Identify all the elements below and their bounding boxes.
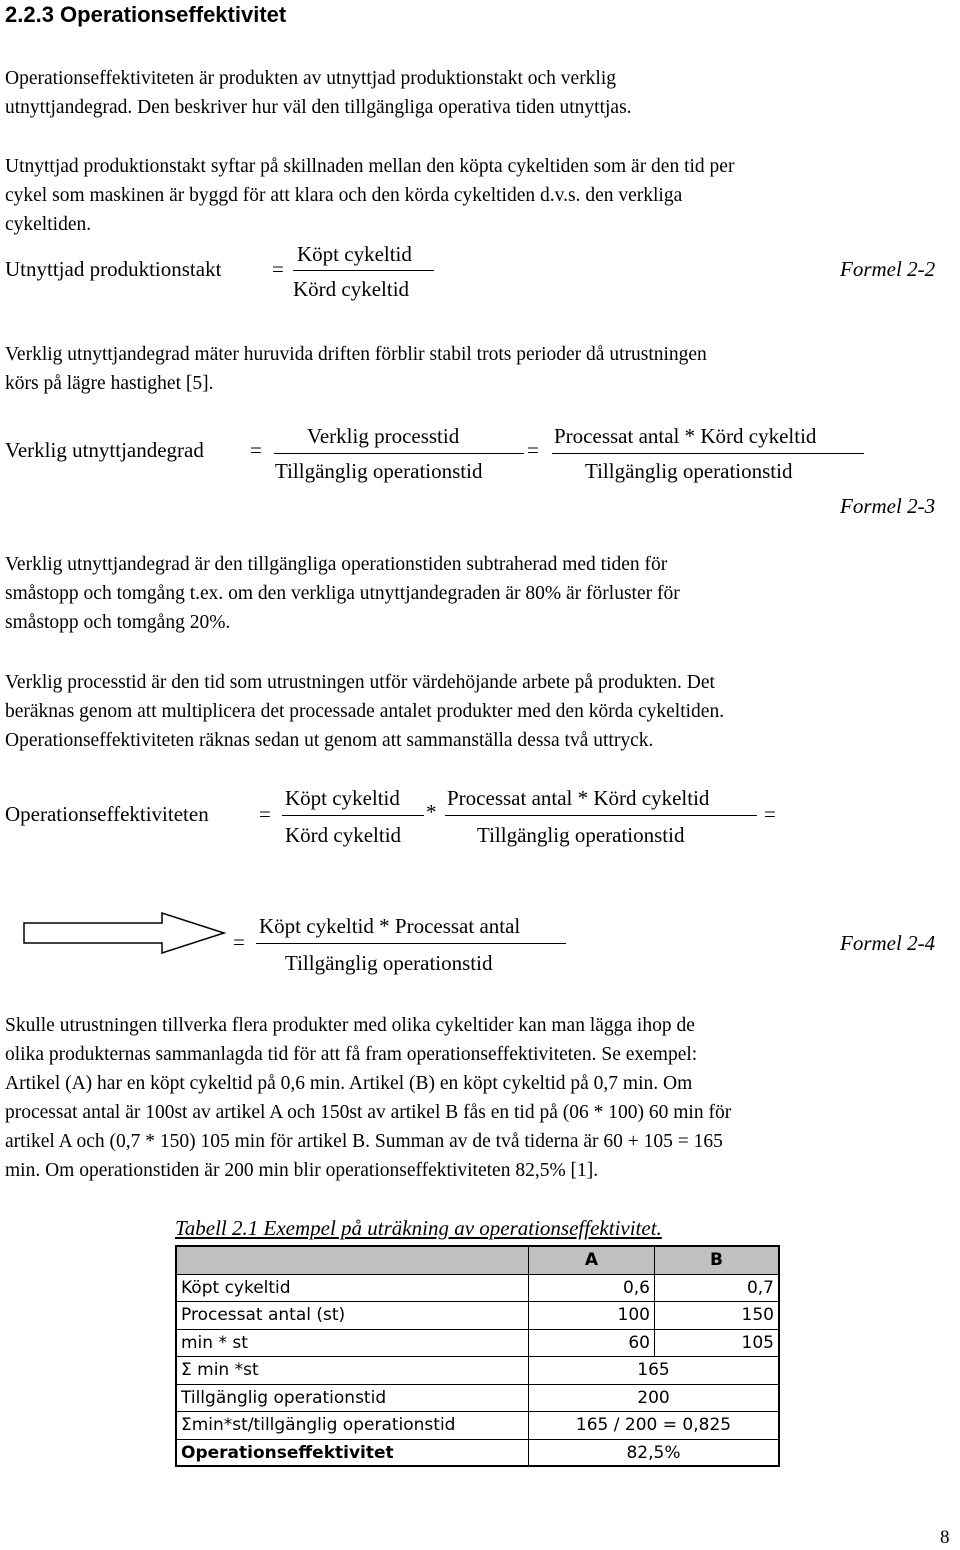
formula-denominator: Körd cykeltid xyxy=(285,823,402,847)
fraction-bar xyxy=(256,943,566,944)
right-arrow-icon xyxy=(22,911,227,955)
formula-denominator: Tillgänglig operationstid xyxy=(275,459,483,483)
text-line: utnyttjandegrad. Den beskriver hur väl den tillgängliga operativa tiden utnyttjas. xyxy=(5,97,632,118)
formula-label: Formel 2-2 xyxy=(840,257,936,281)
text-line: Operationseffektiviteten är produkten av utnyttjad produktionstakt och verklig xyxy=(5,68,617,89)
table-cell-merged: 82,5% xyxy=(626,1442,681,1463)
formula-denominator: Tillgänglig operationstid xyxy=(585,459,793,483)
text-line: körs på lägre hastighet [5]. xyxy=(5,373,214,394)
paragraph-utilization-example xyxy=(5,550,957,637)
equals-sign: = xyxy=(272,257,284,281)
page-number: 8 xyxy=(940,1527,950,1548)
formula-numerator: Processat antal * Körd cykeltid xyxy=(447,786,710,810)
table-row xyxy=(177,1330,778,1358)
text-line: Utnyttjad produktionstakt syftar på skillnaden mellan den köpta cykeltiden som är den tid per xyxy=(5,156,735,177)
equals-sign: = xyxy=(259,802,271,826)
text-line: beräknas genom att multiplicera det processade antalet produkter med den körda cykeltiden. xyxy=(5,701,725,722)
table-cell-label: Σmin*st/tillgänglig operationstid xyxy=(177,1412,529,1439)
text-line: småstopp och tomgång 20%. xyxy=(5,612,231,633)
paragraph-utilization xyxy=(5,340,957,398)
table-caption: Tabell 2.1 Exempel på uträkning av operationseffektivitet. xyxy=(175,1216,662,1240)
text-line: Verklig processtid är den tid som utrustningen utför värdehöjande arbete på produkten. Det xyxy=(5,672,715,693)
table-cell-label: Operationseffektivitet xyxy=(177,1440,529,1468)
formula-numerator: Processat antal * Körd cykeltid xyxy=(554,424,817,448)
fraction-bar xyxy=(282,815,424,816)
table-cell-label: Tillgänglig operationstid xyxy=(177,1385,529,1412)
table-cell-merged: 200 xyxy=(637,1387,670,1408)
text-line: min. Om operationstiden är 200 min blir operationseffektiviteten 82,5% [1]. xyxy=(5,1160,599,1181)
example-table xyxy=(175,1245,780,1467)
table-row xyxy=(177,1385,778,1413)
table-row xyxy=(177,1275,778,1303)
table-row xyxy=(177,1357,778,1385)
text-line: Operationseffektiviteten räknas sedan ut genom att sammanställa dessa två uttryck. xyxy=(5,730,654,751)
paragraph-process-time xyxy=(5,668,957,755)
table-cell-label: min * st xyxy=(177,1330,529,1357)
table-cell: 0,6 xyxy=(529,1275,655,1302)
text-line: artikel A och (0,7 * 150) 105 min för artikel B. Summan av de två tiderna är 60 + 105 = 165 xyxy=(5,1131,723,1152)
table-header-row xyxy=(177,1247,778,1275)
formula-lhs: Utnyttjad produktionstakt xyxy=(5,257,222,281)
fraction-bar xyxy=(445,815,757,816)
fraction-bar xyxy=(552,453,864,454)
table-cell-label: Köpt cykeltid xyxy=(177,1275,529,1302)
text-line: olika produkternas sammanlagda tid för att få fram operationseffektiviteten. Se exempel: xyxy=(5,1044,698,1065)
fraction-bar xyxy=(293,270,434,271)
table-cell-label: Σ min *st xyxy=(177,1357,529,1384)
formula-denominator: Körd cykeltid xyxy=(293,277,410,301)
table-row xyxy=(177,1412,778,1440)
table-cell: 105 xyxy=(741,1332,774,1353)
table-header-cell xyxy=(177,1247,529,1274)
equals-sign: = xyxy=(233,930,245,954)
table-row xyxy=(177,1302,778,1330)
paragraph-production-rate xyxy=(5,152,957,239)
text-line: cykel som maskinen är byggd för att klara och den körda cykeltiden d.v.s. den verkliga xyxy=(5,185,683,206)
table-cell-merged: 165 / 200 = 0,825 xyxy=(575,1415,732,1435)
table-cell: 0,7 xyxy=(746,1277,774,1298)
text-line: Verklig utnyttjandegrad är den tillgängliga operationstiden subtraherad med tiden för xyxy=(5,554,668,575)
text-line: Verklig utnyttjandegrad mäter huruvida driften förblir stabil trots perioder då utrustningen xyxy=(5,344,707,365)
paragraph-example xyxy=(5,1011,957,1185)
equals-sign: = xyxy=(250,438,262,462)
formula-denominator: Tillgänglig operationstid xyxy=(285,951,493,975)
table-cell: 60 xyxy=(529,1330,655,1357)
formula-numerator: Köpt cykeltid xyxy=(297,242,412,266)
table-header-cell: B xyxy=(710,1250,723,1270)
multiply-sign: * xyxy=(426,800,437,824)
formula-denominator: Tillgänglig operationstid xyxy=(477,823,685,847)
table-cell: 100 xyxy=(529,1302,655,1329)
table-header-cell: A xyxy=(529,1247,655,1274)
text-line: småstopp och tomgång t.ex. om den verkliga utnyttjandegraden är 80% är förluster för xyxy=(5,583,680,604)
text-line: Artikel (A) har en köpt cykeltid på 0,6 min. Artikel (B) en köpt cykeltid på 0,7 min. Om xyxy=(5,1073,693,1094)
formula-numerator: Köpt cykeltid * Processat antal xyxy=(259,914,521,938)
table-cell-merged: 165 xyxy=(637,1360,670,1380)
equals-sign: = xyxy=(764,802,776,826)
table-row-result xyxy=(177,1440,778,1468)
formula-label: Formel 2-3 xyxy=(840,494,936,518)
section-heading: 2.2.3 Operationseffektivitet xyxy=(5,2,287,27)
formula-lhs: Verklig utnyttjandegrad xyxy=(5,438,204,462)
fraction-bar xyxy=(274,453,524,454)
text-line: processat antal är 100st av artikel A och 150st av artikel B fås en tid på (06 * 100) 60 min för xyxy=(5,1102,732,1123)
table-cell-label: Processat antal (st) xyxy=(177,1302,529,1329)
table-cell: 150 xyxy=(741,1305,774,1325)
formula-numerator: Köpt cykeltid xyxy=(285,786,400,810)
formula-numerator: Verklig processtid xyxy=(307,424,460,448)
formula-lhs: Operationseffektiviteten xyxy=(5,802,209,826)
paragraph-intro xyxy=(5,64,957,122)
text-line: Skulle utrustningen tillverka flera produkter med olika cykeltider kan man lägga ihop de xyxy=(5,1015,695,1036)
formula-label: Formel 2-4 xyxy=(840,931,936,955)
text-line: cykeltiden. xyxy=(5,214,92,235)
equals-sign: = xyxy=(527,438,539,462)
